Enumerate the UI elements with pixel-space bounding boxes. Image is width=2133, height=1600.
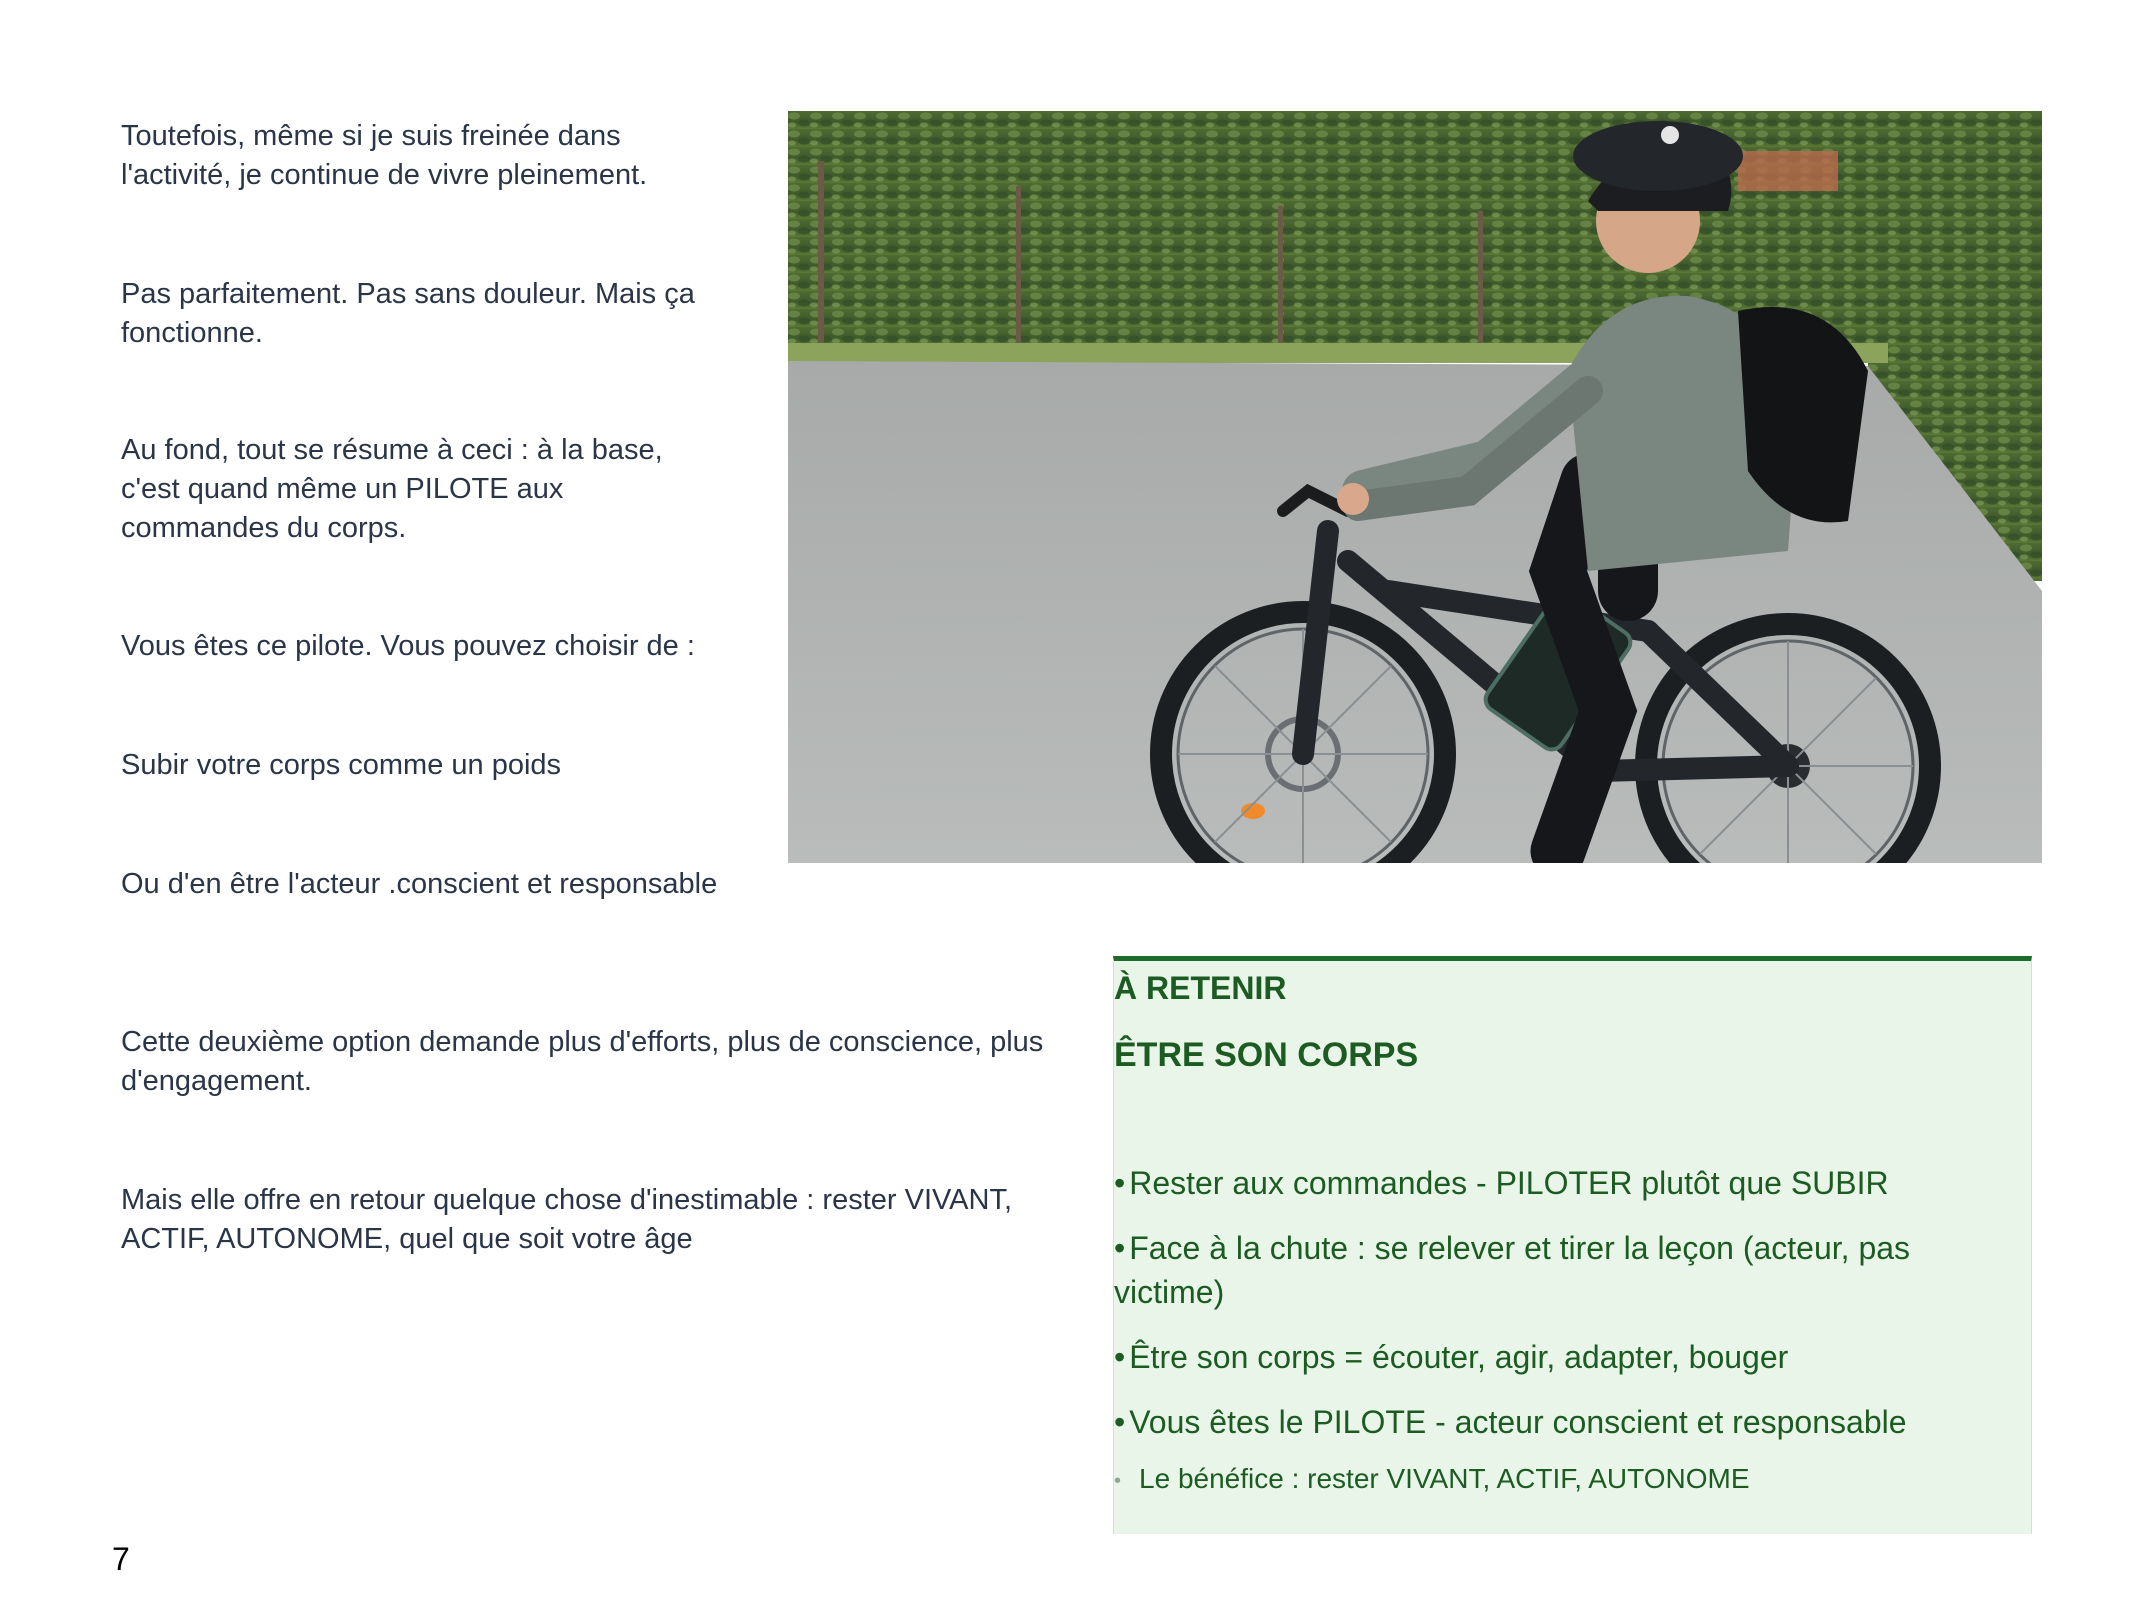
paragraph-5: Subir votre corps comme un poids xyxy=(121,749,562,781)
paragraph-6: Ou d'en être l'acteur .conscient et responsable xyxy=(121,868,718,900)
takeaways-list xyxy=(1114,1161,2024,1465)
paragraph-7: Cette deuxième option demande plus d'efforts, plus de conscience, plus d'engagement. xyxy=(121,1026,1044,1097)
takeaway-item: • Rester aux commandes - PILOTER plutôt que SUBIR xyxy=(1114,1165,1889,1201)
bullet: • xyxy=(1114,1469,1122,1492)
bullet: • xyxy=(1114,1230,1126,1266)
paragraph-2: Pas parfaitement. Pas sans douleur. Mais ça fonctionne. xyxy=(121,278,695,349)
paragraph-3: Au fond, tout se résume à ceci : à la base, c'est quand même un PILOTE aux commandes du corps. xyxy=(121,434,663,544)
takeaway-item: • Face à la chute : se relever et tirer la leçon (acteur, pas victime) xyxy=(1114,1230,1911,1310)
bullet: • xyxy=(1114,1404,1126,1440)
page-number: 7 xyxy=(112,1541,130,1577)
paragraph-8: Mais elle offre en retour quelque chose d'inestimable : rester VIVANT, ACTIF, AUTONOME, quel que soit votre âge xyxy=(121,1184,1013,1255)
takeaway-item: • Être son corps = écouter, agir, adapter, bouger xyxy=(1114,1339,1789,1375)
cyclist-illustration xyxy=(788,111,2042,863)
paragraph-1: Toutefois, même si je suis freinée dans l'activité, je continue de vivre pleinement. xyxy=(121,120,648,191)
cyclist-photo xyxy=(788,111,2042,863)
paragraph-4: Vous êtes ce pilote. Vous pouvez choisir de : xyxy=(121,630,695,662)
takeaway-item-benefit: • Le bénéfice : rester VIVANT, ACTIF, AUTONOME xyxy=(1114,1463,1750,1494)
bullet: • xyxy=(1114,1165,1126,1201)
takeaway-item: • Vous êtes le PILOTE - acteur conscient et responsable xyxy=(1114,1404,1907,1440)
retenir-title: ÊTRE SON CORPS xyxy=(1114,1036,1419,1074)
retenir-label: À RETENIR xyxy=(1114,970,1287,1006)
key-takeaways-box xyxy=(1113,956,2032,1534)
bullet: • xyxy=(1114,1339,1126,1375)
